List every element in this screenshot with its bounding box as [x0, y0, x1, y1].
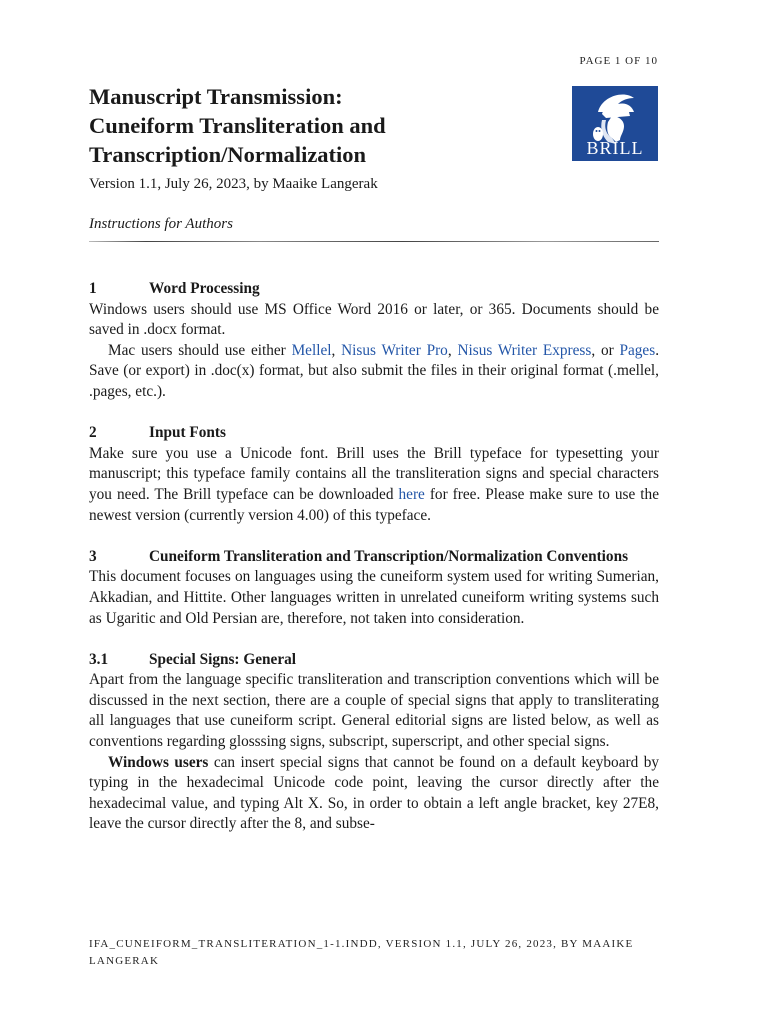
header-divider: [89, 241, 659, 242]
section-heading: [89, 279, 659, 300]
text-run: for free. Please make sure to use the newest version (currently version 4.00) of this typeface.: [89, 485, 659, 524]
paragraph: Windows users should use MS Office Word 2016 or later, or 365. Documents should be saved in .docx format.: [89, 300, 659, 339]
section-number: 3.1: [89, 650, 109, 668]
paragraph: Apart from the language specific transliteration and transcription conventions which will be discussed in the next section, there are a couple of special signs that apply to transliterating all languages that use cuneiform script. General editorial signs are listed below, as well as conventions regarding glosssing signs, subscript, superscript, and other special signs.: [89, 671, 659, 751]
paragraph: [89, 341, 659, 403]
text-run: ,: [447, 341, 458, 359]
link-nisus-writer-express[interactable]: Nisus Writer Express: [457, 341, 592, 359]
title-line-2: Cuneiform Transliteration and: [89, 113, 386, 138]
title-line-1: Manuscript Transmission:: [89, 84, 343, 109]
logo-text: BRILL: [586, 138, 644, 158]
document-body: [89, 279, 659, 835]
document-title: [89, 82, 559, 169]
link-nisus-writer-pro[interactable]: Nisus Writer Pro: [341, 341, 448, 359]
text-run: ,: [331, 341, 342, 359]
link-mellel[interactable]: Mellel: [291, 341, 332, 359]
section-heading: [89, 650, 659, 671]
brill-logo: [572, 86, 658, 161]
paragraph: [89, 753, 659, 835]
section-number: 3: [89, 547, 97, 565]
text-run: , or: [591, 341, 620, 359]
page-number: PAGE 1 OF 10: [579, 55, 658, 67]
document-subtitle: Instructions for Authors: [89, 216, 233, 232]
title-line-3: Transcription/Normalization: [89, 142, 367, 167]
link-pages[interactable]: Pages: [619, 341, 656, 359]
paragraph: [89, 444, 659, 526]
page-footer: IFA_CUNEIFORM_TRANSLITERATION_1-1.INDD, VERSION 1.1, JULY 26, 2023, BY MAAIKE LANGERAK: [89, 938, 634, 967]
text-run: can insert special signs that cannot be found on a default keyboard by typing in the hexadecimal Unicode code point, leaving the cursor directly after the hexadecimal value, and typing Alt X. So, in order to obtain a left angle bracket, key 27E8, leave the cursor directly after the 8, and subse-: [89, 753, 659, 833]
section-heading: [89, 423, 659, 444]
bold-text: Windows users: [108, 753, 209, 771]
section-title: Input Fonts: [149, 424, 226, 442]
section-title: Special Signs: General: [149, 650, 297, 668]
text-run: . Save (or export) in .doc(x) format, but also submit the files in their original format (.mellel, .pages, etc.).: [89, 341, 660, 400]
section-title: Cuneiform Transliteration and Transcription/Normalization Conventions: [149, 547, 629, 565]
section-heading: [89, 547, 659, 568]
version-line: Version 1.1, July 26, 2023, by Maaike Langerak: [89, 176, 378, 192]
text-run: Mac users should use either: [108, 341, 292, 359]
section-number: 1: [89, 280, 97, 297]
paragraph: This document focuses on languages using the cuneiform system used for writing Sumerian, Akkadian, and Hittite. Other languages written in unrelated cuneiform writing systems such as Ugaritic and Old Persian are, therefore, not taken into consideration.: [89, 568, 659, 627]
link-download-here[interactable]: here: [398, 485, 425, 503]
section-title: Word Processing: [149, 280, 260, 297]
section-number: 2: [89, 424, 97, 442]
text-run: Make sure you use a Unicode font. Brill uses the Brill typeface for typesetting your manuscript; this typeface family contains all the transliteration signs and special characters you need. The Brill typeface can be downloaded: [89, 444, 659, 503]
